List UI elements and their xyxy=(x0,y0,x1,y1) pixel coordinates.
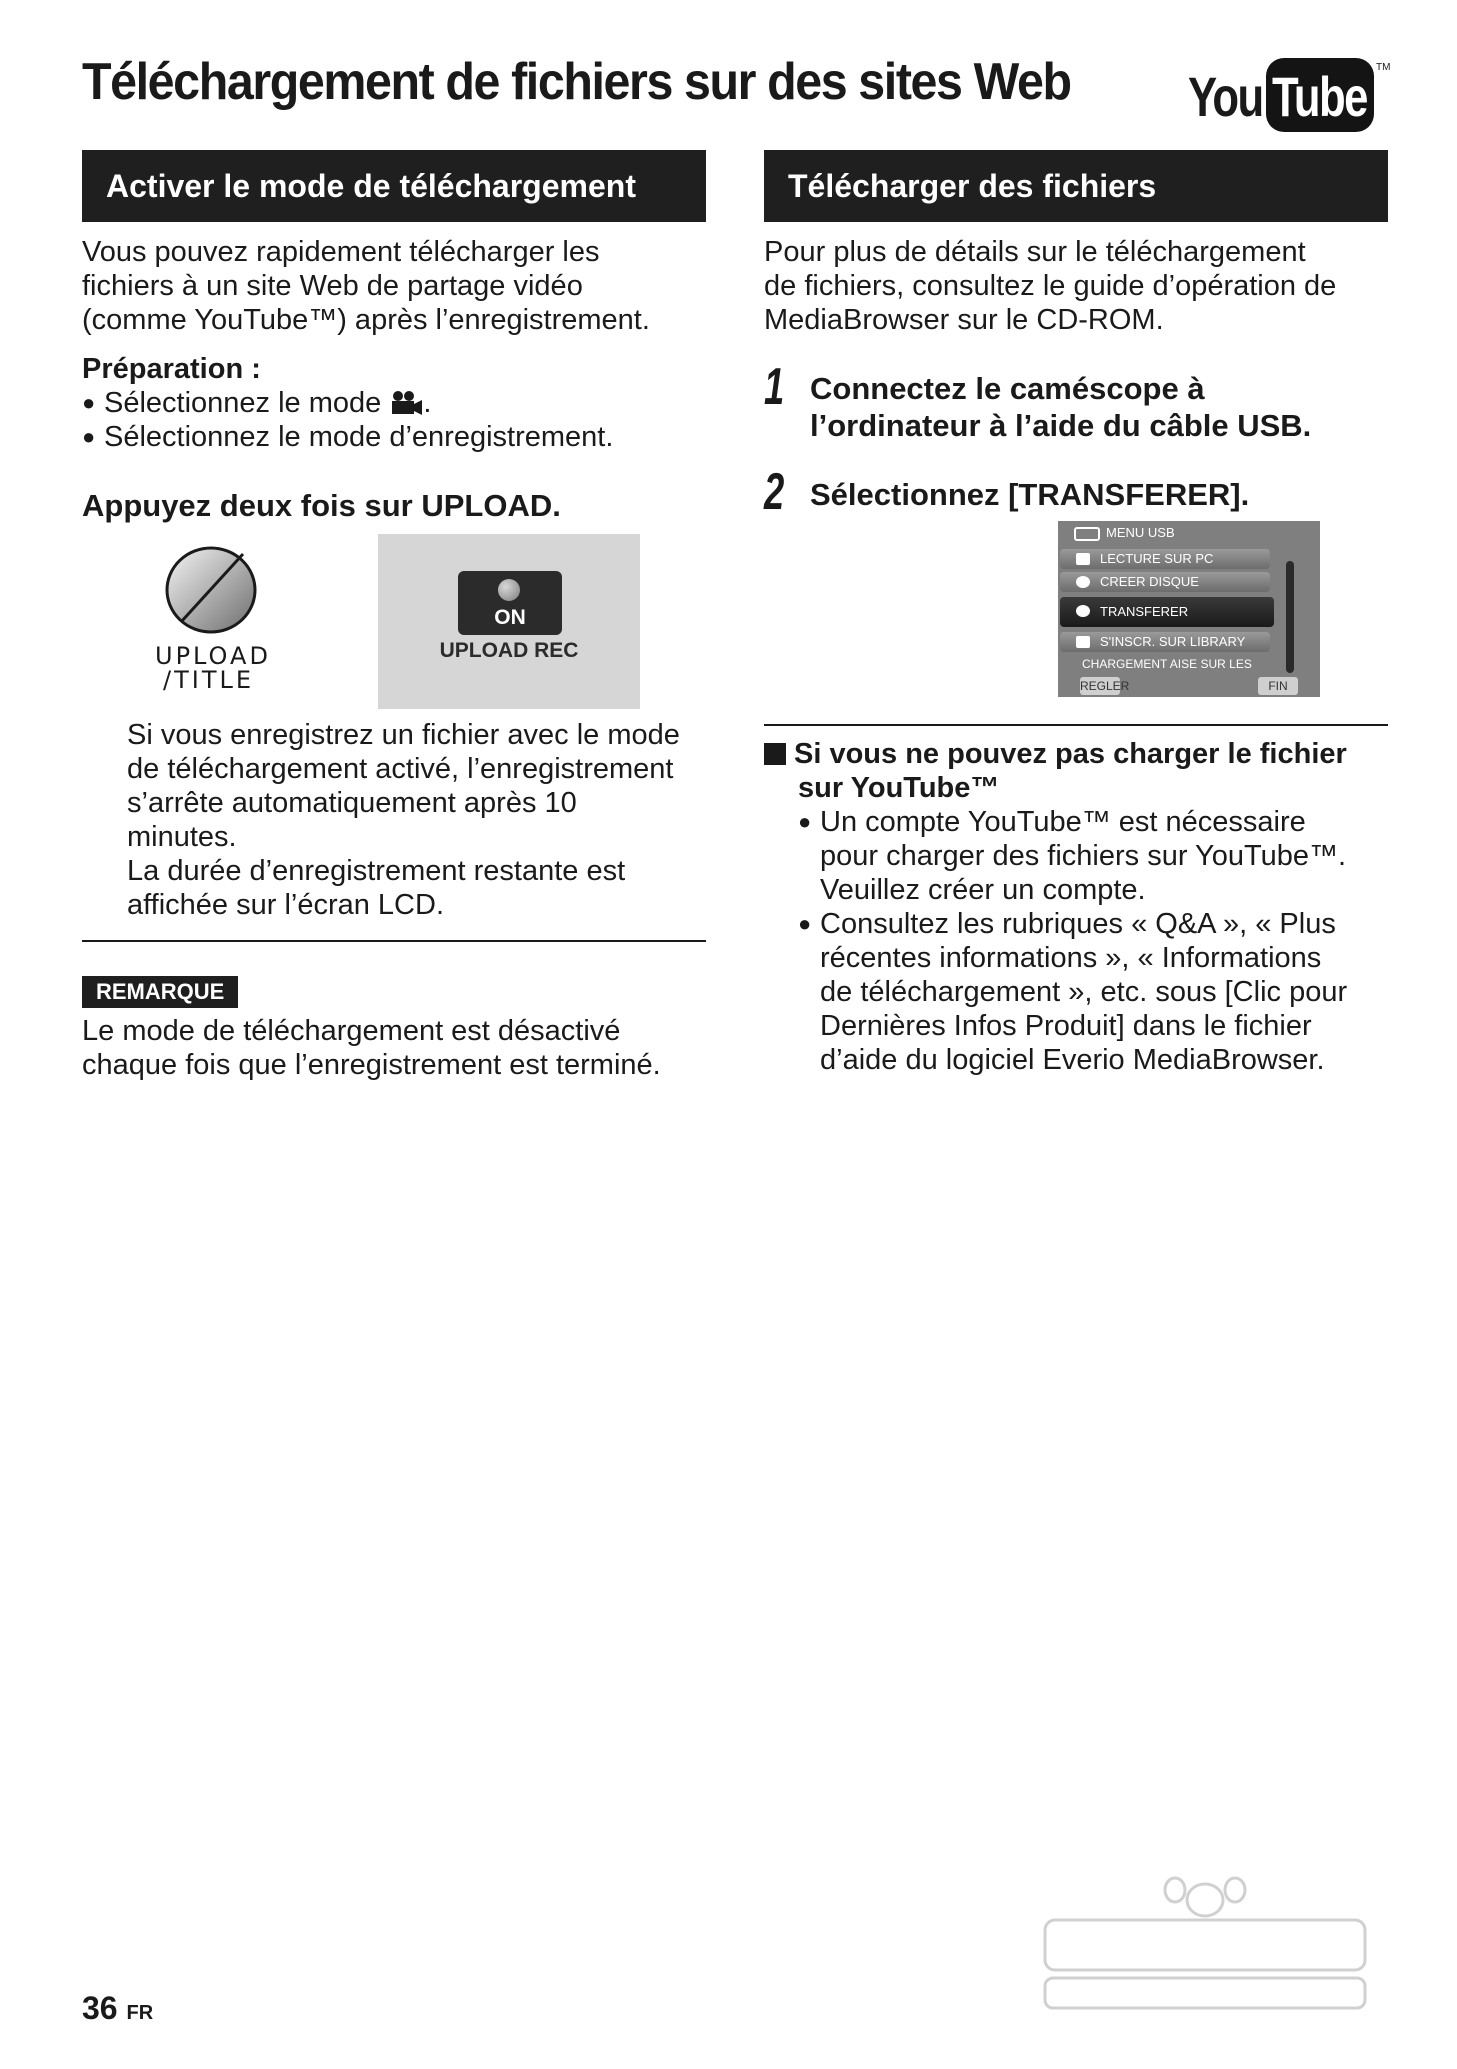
library-icon xyxy=(1076,636,1090,648)
right-intro-line: Pour plus de détails sur le téléchargement xyxy=(764,236,1306,268)
note-line: Le mode de téléchargement est désactivé xyxy=(82,1015,621,1047)
lcd-menu-item-selected[interactable] xyxy=(1060,597,1274,627)
trouble-list xyxy=(798,805,1398,1077)
youtube-logo-tm: TM xyxy=(1376,62,1391,73)
step-1-number: 1 xyxy=(764,358,785,416)
left-body-line: de téléchargement activé, l’enregistrement xyxy=(127,753,674,785)
upload-rec-label: UPLOAD REC xyxy=(439,639,579,662)
page-title: Téléchargement de fichiers sur des sites Web xyxy=(82,53,1071,111)
upload-on-text: ON xyxy=(494,606,526,629)
left-body xyxy=(127,718,727,922)
note-line: chaque fois que l’enregistrement est terminé. xyxy=(82,1049,661,1081)
lcd-usb-menu xyxy=(1058,521,1320,697)
trouble-item-line: ● Un compte YouTube™ est nécessaire xyxy=(820,806,1306,838)
movie-camera-icon xyxy=(389,390,423,416)
step-2-text: Sélectionnez [TRANSFERER]. xyxy=(810,477,1250,512)
youtube-logo xyxy=(1188,58,1391,138)
globe-icon xyxy=(498,579,520,601)
note-text xyxy=(82,1014,742,1082)
lcd-menu-item-label: TRANSFERER xyxy=(1100,604,1189,619)
upload-rec-panel xyxy=(378,534,640,709)
left-intro-line: fichiers à un site Web de partage vidéo xyxy=(82,270,583,302)
left-body-line: minutes. xyxy=(127,821,237,853)
upload-label-line: /TITLE xyxy=(163,666,255,694)
left-body-line: La durée d’enregistrement restante est xyxy=(127,855,626,887)
right-section-header: Télécharger des fichiers xyxy=(764,150,1388,222)
page-language: FR xyxy=(126,2002,154,2024)
left-intro xyxy=(82,235,722,337)
left-intro-line: Vous pouvez rapidement télécharger les xyxy=(82,236,600,268)
trouble-item-line: récentes informations », « Informations xyxy=(820,942,1322,974)
step-1-line: Connectez le caméscope à xyxy=(810,371,1205,406)
disc-icon xyxy=(1076,576,1090,588)
lcd-menu-item[interactable] xyxy=(1060,632,1270,652)
globe-icon xyxy=(1076,605,1090,617)
right-intro xyxy=(764,235,1404,337)
step-1-text xyxy=(810,370,1390,444)
upload-button-label xyxy=(155,644,271,692)
trouble-item-line: Veuillez créer un compte. xyxy=(820,874,1146,906)
note-tag: REMARQUE xyxy=(82,976,238,1008)
lcd-menu-item-label: S'INSCR. SUR LIBRARY xyxy=(1100,634,1246,649)
preparation-item: ● Sélectionnez le mode . xyxy=(82,386,722,420)
youtube-logo-you: You xyxy=(1188,65,1263,128)
right-intro-line: de fichiers, consultez le guide d’opération de xyxy=(764,270,1337,302)
upload-on-indicator xyxy=(458,571,562,635)
lcd-set-button[interactable]: REGLER xyxy=(1080,679,1130,693)
preparation-title: Préparation : xyxy=(82,353,261,385)
upload-label-line: UPLOAD xyxy=(155,642,271,670)
page-number-value: 36 xyxy=(82,1990,118,2026)
watermark-paw-icon xyxy=(1035,1860,1375,2020)
left-body-line: affichée sur l’écran LCD. xyxy=(127,889,445,921)
lcd-menu-item[interactable] xyxy=(1060,572,1270,592)
watermark-logo xyxy=(1035,1860,1375,2020)
lcd-title: MENU USB xyxy=(1106,525,1175,540)
step-2-number: 2 xyxy=(764,463,785,521)
lcd-footer-text: CHARGEMENT AISE SUR LES xyxy=(1082,657,1252,671)
step-1-line: l’ordinateur à l’aide du câble USB. xyxy=(810,408,1312,443)
trouble-title-line: Si vous ne pouvez pas charger le fichier xyxy=(794,738,1347,770)
youtube-logo-tube: Tube xyxy=(1272,65,1367,128)
preparation-item-text: Sélectionnez le mode xyxy=(104,387,382,419)
preparation-item: ● Sélectionnez le mode d’enregistrement. xyxy=(82,420,722,454)
trouble-item-line: Dernières Infos Produit] dans le fichier xyxy=(820,1010,1312,1042)
trouble-item xyxy=(798,907,1398,1077)
page-number xyxy=(82,1990,153,2027)
square-bullet-icon xyxy=(764,743,786,765)
right-intro-line: MediaBrowser sur le CD-ROM. xyxy=(764,304,1164,336)
trouble-item xyxy=(798,805,1398,907)
trouble-title xyxy=(764,737,1404,805)
pc-icon xyxy=(1076,553,1090,565)
left-intro-line: (comme YouTube™) après l’enregistrement. xyxy=(82,304,650,336)
trouble-item-line: ● Consultez les rubriques « Q&A », « Plus xyxy=(820,908,1336,940)
left-section-header: Activer le mode de téléchargement xyxy=(82,150,706,222)
trouble-item-line: de téléchargement », etc. sous [Clic pour xyxy=(820,976,1348,1008)
lcd-menu-item[interactable] xyxy=(1060,549,1270,569)
preparation-list xyxy=(82,386,722,454)
lcd-scrollbar[interactable] xyxy=(1286,561,1294,673)
left-body-line: Si vous enregistrez un fichier avec le mode xyxy=(127,719,680,751)
right-divider xyxy=(764,724,1388,726)
upload-button-icon xyxy=(145,540,285,640)
upload-instruction: Appuyez deux fois sur UPLOAD. xyxy=(82,488,561,523)
lcd-menu-item-label: LECTURE SUR PC xyxy=(1100,551,1214,566)
upload-button-illustration xyxy=(145,540,285,700)
left-body-line: s’arrête automatiquement après 10 xyxy=(127,787,577,819)
lcd-end-button[interactable]: FIN xyxy=(1258,677,1298,695)
usb-icon xyxy=(1074,527,1100,541)
trouble-title-line: sur YouTube™ xyxy=(798,772,1000,804)
trouble-item-line: pour charger des fichiers sur YouTube™. xyxy=(820,840,1347,872)
left-divider xyxy=(82,940,706,942)
lcd-menu-item-label: CREER DISQUE xyxy=(1100,574,1199,589)
trouble-item-line: d’aide du logiciel Everio MediaBrowser. xyxy=(820,1044,1325,1076)
